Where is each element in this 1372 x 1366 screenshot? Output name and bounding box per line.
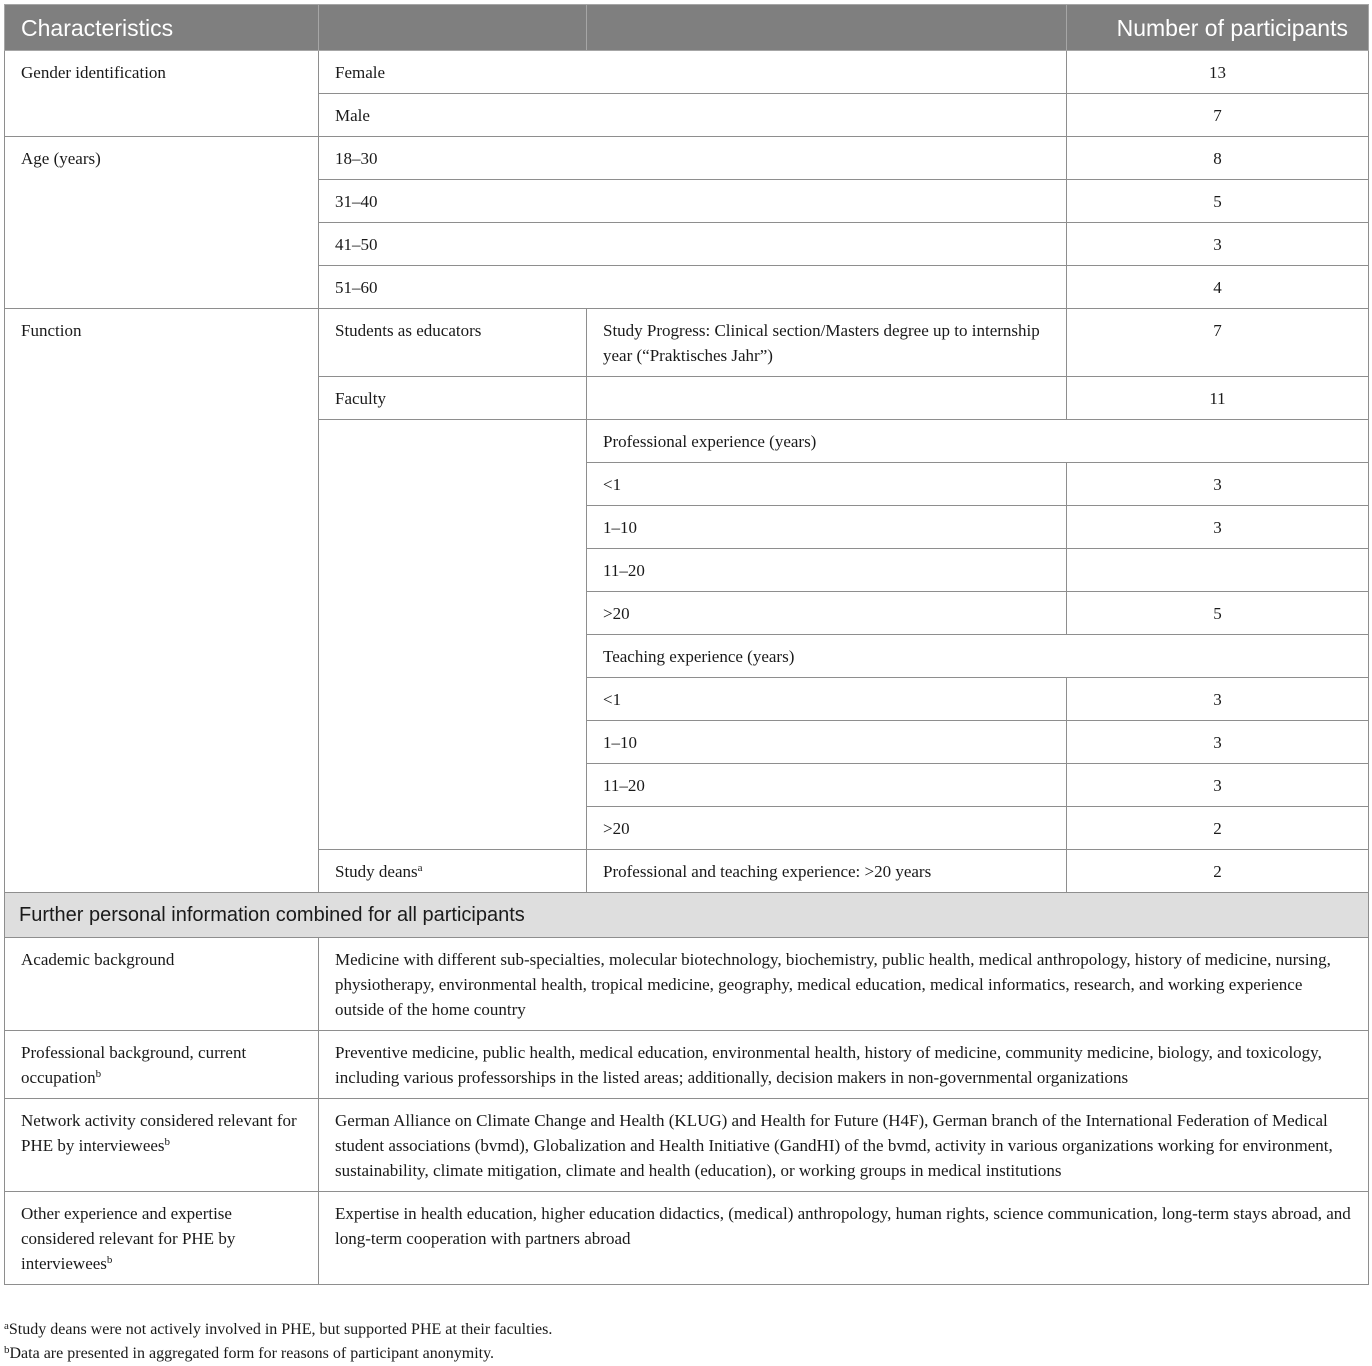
gender-female: Female xyxy=(319,51,1067,94)
header-row xyxy=(5,5,1369,51)
age-count: 3 xyxy=(1067,223,1369,266)
professional-experience-count xyxy=(1067,549,1369,592)
faculty-label: Faculty xyxy=(319,377,587,420)
table-row xyxy=(5,1192,1369,1285)
teaching-experience-count: 3 xyxy=(1067,764,1369,807)
students-detail: Study Progress: Clinical section/Masters degree up to internship year (“Praktisches Jahr”) xyxy=(587,309,1067,377)
age-range: 41–50 xyxy=(319,223,1067,266)
age-count: 8 xyxy=(1067,137,1369,180)
professional-experience-label: Professional experience (years) xyxy=(587,420,1369,463)
footnote-a-mark: a xyxy=(4,1320,9,1332)
professional-experience-count: 5 xyxy=(1067,592,1369,635)
study-deans-count: 2 xyxy=(1067,850,1369,893)
header-number-of-participants: Number of participants xyxy=(1067,5,1369,51)
age-range: 18–30 xyxy=(319,137,1067,180)
section-header-row xyxy=(5,893,1369,938)
professional-experience-range: 11–20 xyxy=(587,549,1067,592)
table-row xyxy=(5,1099,1369,1192)
teaching-experience-label: Teaching experience (years) xyxy=(587,635,1369,678)
footnote-a xyxy=(4,1320,552,1340)
faculty-detail xyxy=(587,377,1067,420)
professional-background-text: Professional background, current occupation xyxy=(21,1043,247,1087)
teaching-experience-count: 3 xyxy=(1067,721,1369,764)
academic-background-label: Academic background xyxy=(5,938,319,1031)
footnote-b-text: Data are presented in aggregated form for reasons of participant anonymity. xyxy=(9,1345,495,1362)
age-label: Age (years) xyxy=(5,137,319,309)
footnote-b xyxy=(4,1344,494,1364)
teaching-experience-count: 2 xyxy=(1067,807,1369,850)
teaching-experience-count: 3 xyxy=(1067,678,1369,721)
professional-experience-count: 3 xyxy=(1067,506,1369,549)
academic-background-value: Medicine with different sub-specialties, molecular biotechnology, biochemistry, public health, medical anthropology, history of medicine, nursing, physiotherapy, environmental health, tropical medicine, geography, medical education, medical informatics, research, and working experience outside of the home country xyxy=(319,938,1369,1031)
gender-male: Male xyxy=(319,94,1067,137)
age-range: 51–60 xyxy=(319,266,1067,309)
professional-experience-range: 1–10 xyxy=(587,506,1067,549)
professional-background-label xyxy=(5,1031,319,1099)
header-blank-1 xyxy=(319,5,587,51)
function-label: Function xyxy=(5,309,319,893)
study-deans-label xyxy=(319,850,587,893)
teaching-experience-range: >20 xyxy=(587,807,1067,850)
table-row xyxy=(5,51,1369,94)
footnote-mark-a: a xyxy=(417,862,423,874)
other-experience-value: Expertise in health education, higher education didactics, (medical) anthropology, human rights, science communication, long-term stays abroad, and long-term cooperation with partners abroad xyxy=(319,1192,1369,1285)
teaching-experience-range: 1–10 xyxy=(587,721,1067,764)
table-row xyxy=(5,938,1369,1031)
network-activity-label xyxy=(5,1099,319,1192)
participants-table xyxy=(4,4,1369,1285)
header-blank-2 xyxy=(587,5,1067,51)
table-row xyxy=(5,1031,1369,1099)
study-deans-text: Study deans xyxy=(335,862,418,881)
professional-experience-range: >20 xyxy=(587,592,1067,635)
footnote-mark-b: b xyxy=(95,1068,102,1080)
professional-experience-range: <1 xyxy=(587,463,1067,506)
teaching-experience-range: 11–20 xyxy=(587,764,1067,807)
faculty-count: 11 xyxy=(1067,377,1369,420)
study-deans-detail: Professional and teaching experience: >20 years xyxy=(587,850,1067,893)
professional-background-value: Preventive medicine, public health, medical education, environmental health, history of medicine, community medicine, biology, and toxicology, including various professorships in the listed areas; additionally, decision makers in non-governmental organizations xyxy=(319,1031,1369,1099)
table-row xyxy=(5,137,1369,180)
footnote-a-text: Study deans were not actively involved in PHE, but supported PHE at their faculties. xyxy=(8,1321,553,1338)
age-count: 5 xyxy=(1067,180,1369,223)
age-count: 4 xyxy=(1067,266,1369,309)
gender-female-count: 13 xyxy=(1067,51,1369,94)
professional-experience-count: 3 xyxy=(1067,463,1369,506)
network-activity-text: Network activity considered relevant for PHE by interviewees xyxy=(21,1111,297,1155)
gender-label: Gender identification xyxy=(5,51,319,137)
faculty-subgroup-cell xyxy=(319,420,587,850)
age-range: 31–40 xyxy=(319,180,1067,223)
footnote-mark-b: b xyxy=(164,1136,171,1148)
footnote-b-mark: b xyxy=(4,1344,10,1356)
students-label: Students as educators xyxy=(319,309,587,377)
other-experience-text: Other experience and expertise considered relevant for PHE by interviewees xyxy=(21,1204,236,1273)
teaching-experience-range: <1 xyxy=(587,678,1067,721)
students-count: 7 xyxy=(1067,309,1369,377)
section-title: Further personal information combined for all participants xyxy=(5,893,1369,938)
network-activity-value: German Alliance on Climate Change and Health (KLUG) and Health for Future (H4F), German branch of the International Federation of Medical student associations (bvmd), Globalization and Health Initiative (GandHI) of the bvmd, activity in various organizations working for environment, sustainability, climate mitigation, climate and health (education), or working groups in medical institutions xyxy=(319,1099,1369,1192)
other-experience-label xyxy=(5,1192,319,1285)
header-characteristics: Characteristics xyxy=(5,5,319,51)
gender-male-count: 7 xyxy=(1067,94,1369,137)
table-row xyxy=(5,309,1369,377)
footnote-mark-b: b xyxy=(106,1254,113,1266)
